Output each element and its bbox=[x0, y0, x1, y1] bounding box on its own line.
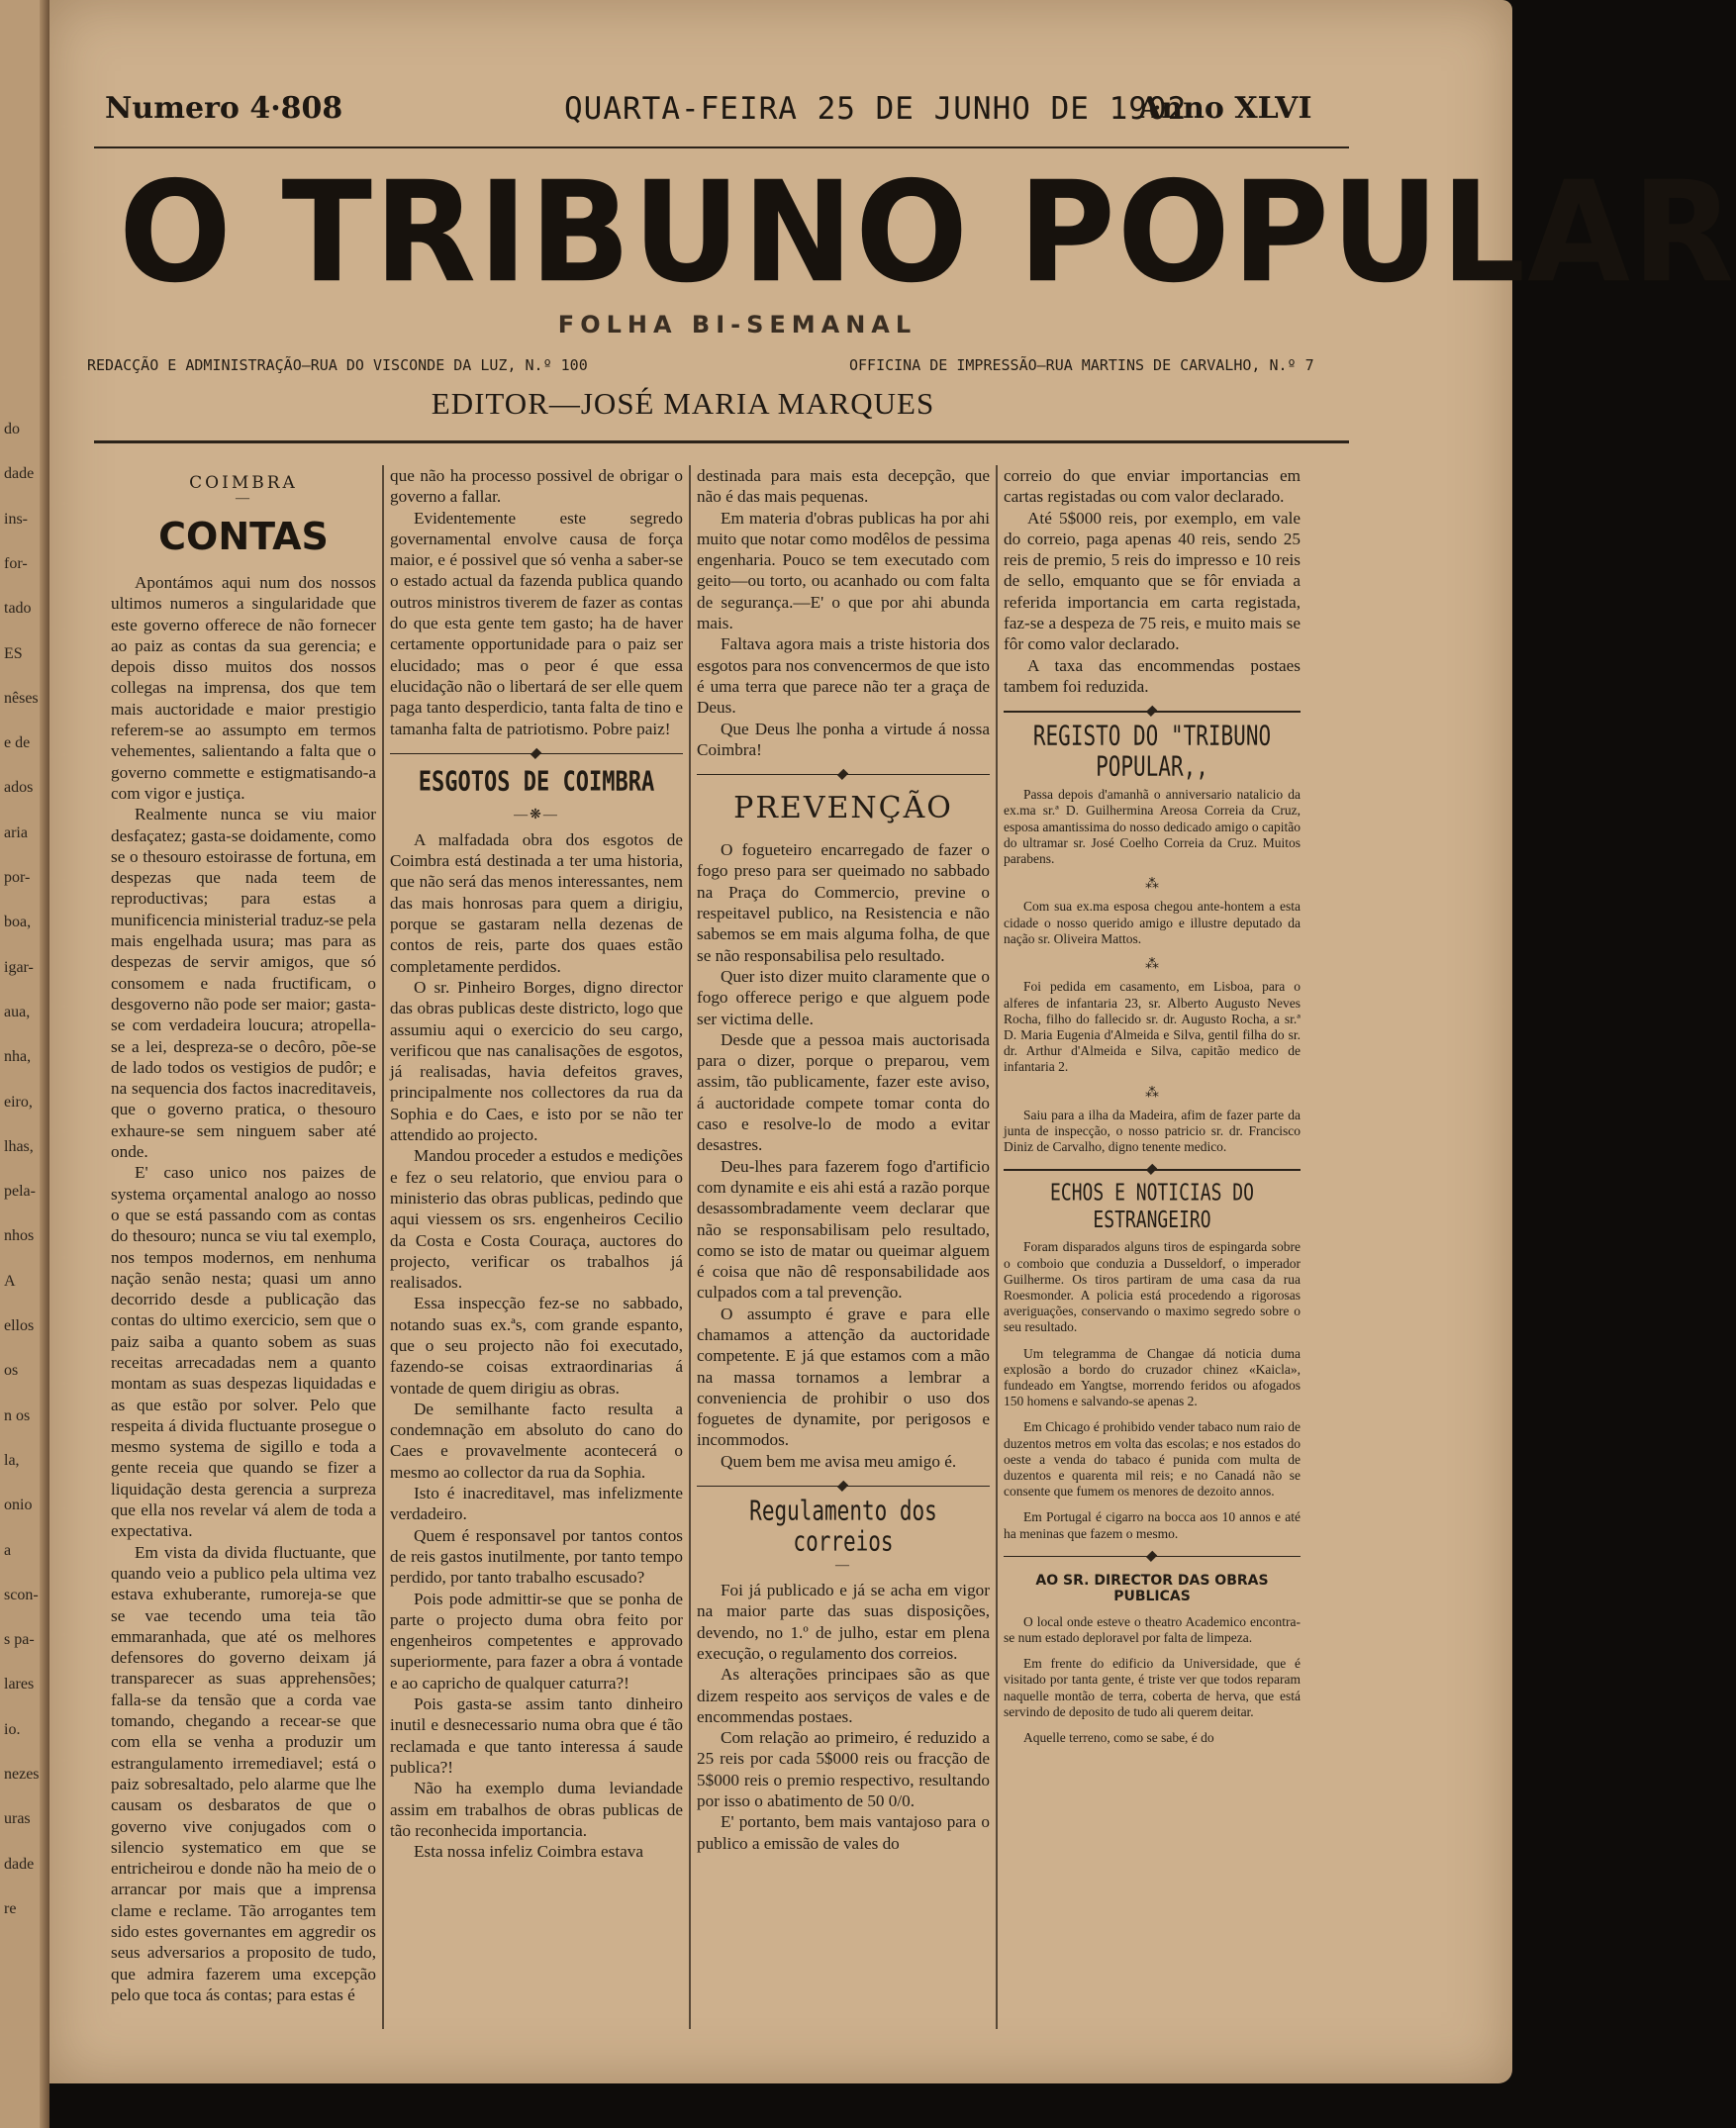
section-headline-registo: REGISTO DO "TRIBUNO POPULAR,, bbox=[1032, 721, 1272, 783]
previous-page-fragment: nêses bbox=[4, 690, 39, 707]
paragraph: Isto é inacreditavel, mas infelizmente verdadeiro. bbox=[390, 1484, 683, 1524]
section-separator bbox=[1004, 707, 1301, 716]
paragraph: Quem bem me avisa meu amigo é. bbox=[721, 1451, 957, 1471]
issue-year: Anno XLVI bbox=[1138, 91, 1312, 126]
previous-page-fragment: e de bbox=[4, 734, 31, 751]
paragraph: E' portanto, bem mais vantajoso para o publico a emissão de vales do bbox=[697, 1812, 990, 1853]
previous-page-fragment: igar- bbox=[4, 959, 34, 976]
register-item: Foi pedida em casamento, em Lisboa, para o alferes de infantaria 23, sr. Alberto Augusto Neves Rocha, filho do fallecido sr. dr. Augusto Rocha, a sr.ª D. Maria Eugenia d'Almeida e Silva, gentil filha do sr. dr. Arthur d'Almeida e Silva, capitão medico de infantaria 2. bbox=[1004, 979, 1301, 1075]
paragraph: Em materia d'obras publicas ha por ahi muito que notar como modêlos de pessima engenharia. Pouco se tem executado com geito—ou torto, ou acanhado ou com falta de segurança.—E' o que por ahi abunda mais. bbox=[697, 508, 990, 633]
paragraph: Deu-lhes para fazerem fogo d'artificio com dynamite e eis ahi está a razão porque desassombradamente veem declarar que não se responsabilisam pelo resultado, como se isto de matar ou queimar alguem é coisa que não dê responsabilidade aos culpados com a tal prevenção. bbox=[697, 1156, 990, 1303]
article-headline-esgotos: ESGOTOS DE COIMBRA bbox=[418, 766, 655, 798]
paragraph: Desde que a pessoa mais auctorisada para o dizer, porque o preparou, vem assim, tão publicamente, fazer este aviso, á auctoridade compete tomar conta do caso e resolve-lo de modo a evitar desastres. bbox=[697, 1029, 990, 1155]
previous-page-fragment: for- bbox=[4, 555, 28, 572]
previous-page-fragment: nezes bbox=[4, 1766, 40, 1783]
section-kicker: COIMBRA bbox=[189, 473, 298, 493]
editorial-address: REDACÇÃO E ADMINISTRAÇÃO—RUA DO VISCONDE DA LUZ, N.º 100 bbox=[87, 356, 588, 374]
newspaper-page bbox=[49, 0, 1736, 2083]
paragraph: Em frente do edificio da Universidade, que é visitado por tanta gente, é triste ver que todos reparam naquelle montão de terra, coberta de herva, que está servindo de deposito de tudo ali querem deitar. bbox=[1004, 1656, 1301, 1719]
paragraph: Pois gasta-se assim tanto dinheiro inutil e desnecessario numa obra que é tão reclamada e que tanto interessa á saude publica?! bbox=[390, 1694, 683, 1777]
paragraph: O assumpto é grave e para elle chamamos a attenção da auctoridade competente. E já que estamos com a mão na massa tornamos a lembrar a conveniencia de prohibir o uso dos foguetes de dynamite, por perigosos e incommodos. bbox=[697, 1304, 990, 1450]
news-item: Em Chicago é prohibido vender tabaco num raio de duzentos metros em volta das escolas; e nos estados do oeste a venda do tabaco é punida com multa de duzentos e quarenta mil reis; e no Canadá não se consente que fumem os menores de dezoito annos. bbox=[1004, 1419, 1301, 1499]
paragraph: A taxa das encommendas postaes tambem foi reduzida. bbox=[1004, 655, 1301, 696]
column-3 bbox=[697, 465, 990, 2069]
article-body-director bbox=[1004, 1614, 1301, 1746]
column-4 bbox=[1004, 465, 1301, 2069]
previous-page-fragment: os bbox=[4, 1362, 19, 1379]
column-2 bbox=[390, 465, 683, 2069]
paragraph: Realmente nunca se viu maior desfaçatez; gasta-se doidamente, como se o thesouro estoirasse de fortuna, em despezas que nada teem de reproductivas; para estas a munificencia ministerial traduz-se pela mais engelhada usura; mas para as despezas de servir amigos, que só consomem e nada fructificam, o desgoverno não pode ser maior; gasta-se com verdadeira loucura; atropella-se a lei, despreza-se o decôro, põe-se de lado todos os vestigios de pudôr; e na sequencia dos factos inacreditaveis, que o governo pratica, o thesouro exhaure-se sem ninguem saber até onde. bbox=[111, 805, 376, 1162]
ornament: —❋— bbox=[514, 807, 559, 822]
column-1 bbox=[111, 465, 376, 2069]
paragraph: Aquelle terreno, como se sabe, é do bbox=[1023, 1730, 1214, 1745]
header-rule bbox=[94, 146, 1349, 148]
paragraph: Evidentemente este segredo governamental envolve causa de força maior, e é possivel que só venha a saber-se o estado actual da fazenda publica quando outros ministros tiverem de fazer as contas do que esta gente tem gasto; ha de haver certamente opportunidade para o paiz ser elucidado; mas o peor é que essa elucidação não o libertará de ser elle quem paga tanto desperdicio, tanta falta de tino e tamanha falta de patriotismo. Pobre paiz! bbox=[390, 508, 683, 738]
paragraph: Mandou proceder a estudos e medições e fez o seu relatorio, que enviou para o ministerio das obras publicas, pedindo que aqui viessem os srs. engenheiros Cecilio da Costa e Costa Couraça, auctores do projecto, verificar os trabalhos já realisados. bbox=[390, 1146, 683, 1293]
section-separator bbox=[1004, 1165, 1301, 1174]
register-item: Passa depois d'amanhã o anniversario natalicio da ex.ma sr.ª D. Guilhermina Areosa Correia da Cruz, esposa amantissima do nosso dedicado amigo o capitão do ultramar sr. José Coelho Correia da Cruz. Muitos parabens. bbox=[1004, 787, 1301, 867]
paragraph: Faltava agora mais a triste historia dos esgotos para nos convencermos de que isto é uma terra que parece não ter a graça de Deus. bbox=[697, 634, 990, 718]
news-item: Em Portugal é cigarro na bocca aos 10 annos e até ha meninas que fazem o mesmo. bbox=[1004, 1509, 1301, 1541]
previous-page-fragment: aria bbox=[4, 824, 28, 841]
paragraph: Não ha exemplo duma leviandade assim em trabalhos de obras publicas de tão reconhecida importancia. bbox=[390, 1779, 683, 1840]
paragraph: destinada para mais esta decepção, que não é das mais pequenas. bbox=[697, 466, 990, 507]
previous-page-fragment: s pa- bbox=[4, 1631, 35, 1648]
paragraph: Até 5$000 reis, por exemplo, em vale do correio, paga apenas 40 reis, sendo 25 reis de premio, 5 reis do impresso e 10 reis de sello, emquanto que se fôr enviada a referida importancia em carta registada, faz-se a despeza de 75 reis, e muito mais se fôr como valor declarado. bbox=[1004, 508, 1301, 654]
previous-page-fragment: dade bbox=[4, 1856, 35, 1873]
paragraph: Quer isto dizer muito claramente que o fogo offerece perigo e que alguem pode ser victima delle. bbox=[697, 966, 990, 1028]
column-divider bbox=[689, 465, 691, 2029]
paragraph: Foi já publicado e já se acha em vigor na maior parte das suas disposições, devendo, no 1.º de julho, estar em plena execução, o regulamento dos correios. bbox=[697, 1581, 990, 1663]
ornament-dash: — bbox=[236, 491, 251, 506]
previous-page-fragment: lhas, bbox=[4, 1138, 34, 1155]
ornament: ⁂ bbox=[1145, 877, 1159, 893]
previous-page-fragment: nhos bbox=[4, 1227, 35, 1244]
paragraph: correio do que enviar importancias em cartas registadas ou com valor declarado. bbox=[1004, 466, 1301, 507]
article-headline-prevencao: PREVENÇÃO bbox=[733, 791, 953, 826]
previous-page-edge bbox=[0, 0, 49, 2128]
paragraph: Apontámos aqui num dos nossos ultimos numeros a singularidade que este governo offerece de não fornecer ao paiz as contas da sua gerencia; e depois disso muitos dos nossos collegas na imprensa, dos que tem mais auctoridade e maior prestigio referem-se ao assumpto em termos vehementes, salientando a falta que o governo commette e estigmatisando-a com vigor e justiça. bbox=[111, 573, 376, 803]
article-body-correios-cont bbox=[1004, 465, 1301, 697]
article-headline-correios: Regulamento dos correios bbox=[749, 1495, 937, 1558]
previous-page-fragment: lares bbox=[4, 1676, 35, 1693]
register-section bbox=[1004, 787, 1301, 1155]
previous-page-fragment: la, bbox=[4, 1452, 20, 1469]
paragraph: que não ha processo possivel de obrigar o governo a fallar. bbox=[390, 466, 683, 507]
section-headline-echos: ECHOS E NOTICIAS DO ESTRANGEIRO bbox=[1050, 1180, 1254, 1234]
printing-address: OFFICINA DE IMPRESSÃO—RUA MARTINS DE CARVALHO, N.º 7 bbox=[849, 356, 1314, 374]
paragraph: Quem é responsavel por tantos contos de reis gastos inutilmente, por tanto tempo perdido, por tanto trabalho escusado? bbox=[390, 1525, 683, 1588]
article-body-contas bbox=[111, 572, 376, 2005]
previous-page-fragment: onio bbox=[4, 1497, 33, 1513]
paragraph: Esta nossa infeliz Coimbra estava bbox=[414, 1842, 643, 1862]
previous-page-fragment: ES bbox=[4, 645, 23, 662]
previous-page-fragment: pela- bbox=[4, 1183, 36, 1200]
paragraph: De semilhante facto resulta a condemnação em absoluto do cano do Caes e provavelmente acontecerá o mesmo ao collector da rua da Sophia. bbox=[390, 1399, 683, 1482]
page-gutter bbox=[40, 0, 49, 2128]
paragraph: As alterações principaes são as que dizem respeito aos serviços de vales e de encommendas postaes. bbox=[697, 1665, 990, 1726]
previous-page-fragment: n os bbox=[4, 1407, 31, 1424]
paragraph: O fogueteiro encarregado de fazer o fogo preso para ser queimado no sabbado na Praça do Commercio, previne o respeitavel publico, na Resistencia e não sabemos se em mais alguma folha, de que se não responsabilisa pelo resultado. bbox=[697, 840, 990, 965]
ornament: — bbox=[835, 1558, 851, 1574]
paragraph: A malfadada obra dos esgotos de Coimbra está destinada a ter uma historia, que não será das menos interessantes, nem das mais honrosas para quem a dirigiu, porque se gastaram nella dezenas de contos de reis, parte dos quaes estão completamente perdidos. bbox=[390, 829, 683, 976]
previous-page-fragment: aua, bbox=[4, 1004, 31, 1020]
section-separator bbox=[390, 749, 683, 758]
paragraph: O sr. Pinheiro Borges, digno director das obras publicas deste districto, logo que assumiu aqui o exercicio do seu cargo, verificou que nas canalisações de esgotos, já realisadas, havia defeitos graves, principalmente nos collectores da rua da Sophia e do Caes, e isto por se não ter attendido ao projecto. bbox=[390, 977, 683, 1145]
register-item: Saiu para a ilha da Madeira, afim de fazer parte da junta de inspecção, o nosso patricio sr. dr. Francisco Diniz de Carvalho, digno tenente medico. bbox=[1004, 1107, 1301, 1155]
section-separator bbox=[697, 770, 990, 779]
article-body-prevencao bbox=[697, 839, 990, 1472]
masthead-subtitle: FOLHA BI-SEMANAL bbox=[557, 311, 917, 339]
previous-page-fragment: eiro, bbox=[4, 1094, 33, 1111]
previous-page-fragment: io. bbox=[4, 1721, 21, 1738]
section-separator bbox=[697, 1482, 990, 1491]
article-body-contas-cont bbox=[390, 465, 683, 739]
paragraph: O local onde esteve o theatro Academico encontra-se num estado deploravel por falta de limpeza. bbox=[1004, 1613, 1301, 1645]
previous-page-fragment: por- bbox=[4, 869, 31, 886]
previous-page-fragment: boa, bbox=[4, 914, 32, 930]
paragraph: Que Deus lhe ponha a virtude á nossa Coimbra! bbox=[697, 719, 990, 759]
register-item: Com sua ex.ma esposa chegou ante-hontem a esta cidade o nosso querido amigo e illustre deputado da nação sr. Oliveira Mattos. bbox=[1004, 899, 1301, 946]
article-body-esgotos bbox=[390, 829, 683, 1863]
previous-page-fragment: ins- bbox=[4, 511, 28, 528]
paragraph: Essa inspecção fez-se no sabbado, notando suas ex.ªs, com grande espanto, que o seu projecto não foi executado, fazendo-se coisas extraordinarias á vontade de quem dirigiu as obras. bbox=[390, 1294, 683, 1398]
previous-page-fragment: A bbox=[4, 1273, 16, 1290]
previous-page-fragment: re bbox=[4, 1900, 17, 1917]
paragraph: E' caso unico nos paizes de systema orçamental analogo ao nosso o que se está passando com as contas do thesouro; nunca se viu tal exemplo, nos tempos modernos, em nenhuma nação senão nesta; quasi um anno decorrido desde a publicação das contas do ultimo exercicio, sem que o paiz saiba a quanto sobem as suas receitas arrecadadas nem a quanto montam as suas despezas liquidadas e as que estão por solver. Pelo que respeita á divida fluctuante prosegue o mesmo systema de sigillo e toda a gente receia que quando se fizer a liquidação desta gerencia a surpreza que ella nos revelar vá alem de toda a expectativa. bbox=[111, 1163, 376, 1541]
foreign-news-section bbox=[1004, 1239, 1301, 1541]
previous-page-fragment: dade bbox=[4, 465, 35, 482]
previous-page-fragment: a bbox=[4, 1542, 12, 1559]
column-divider bbox=[996, 465, 998, 2029]
issue-date: QUARTA-FEIRA 25 DE JUNHO DE 1902 bbox=[564, 91, 1188, 127]
ornament: ⁂ bbox=[1145, 957, 1159, 973]
previous-page-fragment: scon- bbox=[4, 1587, 39, 1603]
editor-line: EDITOR—JOSÉ MARIA MARQUES bbox=[431, 386, 935, 421]
news-item: Um telegramma de Changae dá noticia duma explosão a bordo do cruzador chinez «Kaicla», fundeado em Yangtse, morrendo feridos ou afogados 150 homens e salvando-se apenas 2. bbox=[1004, 1345, 1301, 1409]
article-headline-director: AO SR. DIRECTOR DAS OBRAS PUBLICAS bbox=[1035, 1572, 1269, 1604]
previous-page-fragment: nha, bbox=[4, 1048, 32, 1065]
previous-page-fragment: tado bbox=[4, 600, 32, 617]
previous-page-fragment: uras bbox=[4, 1810, 31, 1827]
article-body-correios bbox=[697, 1580, 990, 1854]
issue-number: Numero 4·808 bbox=[105, 91, 343, 126]
paragraph: Com relação ao primeiro, é reduzido a 25 reis por cada 5$000 reis ou fracção de 5$000 reis o premio respectivo, resultando por isso o abatimento de 50 0/0. bbox=[697, 1728, 990, 1811]
paragraph: Pois pode admittir-se que se ponha de parte o projecto duma obra feito por engenheiros competentes e approvado superiormente, para fazer a obra á vontade e ao capricho de qualquer caturra?! bbox=[390, 1589, 683, 1693]
ornament: ⁂ bbox=[1145, 1085, 1159, 1101]
section-separator bbox=[1004, 1552, 1301, 1561]
article-body-esgotos-cont bbox=[697, 465, 990, 760]
previous-page-fragment: ellos bbox=[4, 1317, 35, 1334]
paragraph: Em vista da divida fluctuante, que quando veio a publico pela ultima vez estava exhuberante, rumoreja-se que se vae tecendo uma teia tão emmaranhada, que até os melhores defensores do governo deixam já transparecer as suas apprehensões; falla-se da tensão que a corda vae tomando, chegando a recear-se que com ella se venha a produzir um estrangulamento irremediavel; está o paiz sobresaltado, pelo alarme que lhe causam os desbaratos de que o governo vive conjugados com o silencio systematico em que se entricheirou e donde não ha meio de o arrancar por mais que a imprensa clame e reclame. Tão arrogantes tem sido estes governantes em aggredir os seus adversarios a proposito de tudo, que admira fazerem uma excepção pelo que toca ás contas; para estas é bbox=[111, 1542, 376, 2004]
article-headline-contas: CONTAS bbox=[158, 515, 329, 558]
column-divider bbox=[382, 465, 384, 2029]
previous-page-fragment: ados bbox=[4, 779, 34, 796]
previous-page-fragment: do bbox=[4, 421, 20, 437]
news-item: Foram disparados alguns tiros de espingarda sobre o comboio que conduzia a Dusseldorf, o imperador Guilherme. Os tiros partiram de uma casa da rua Roesmonder. A policia está procedendo a rigorosas averiguações, conservando o maximo segredo sobre o seu resultado. bbox=[1004, 1239, 1301, 1335]
masthead-bottom-rule bbox=[94, 440, 1349, 443]
masthead-title: O TRIBUNO POPULAR bbox=[119, 151, 1736, 314]
